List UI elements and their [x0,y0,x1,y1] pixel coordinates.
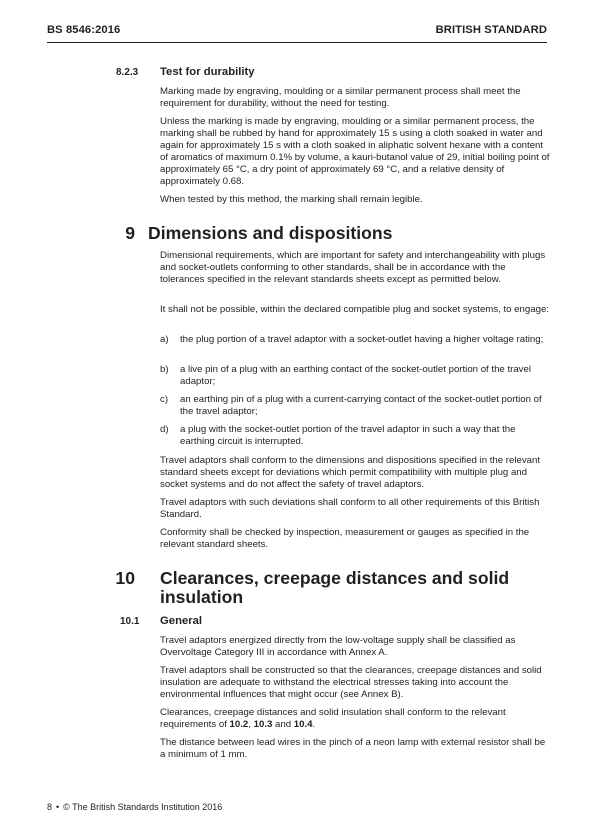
paragraph: Conformity shall be checked by inspection, measurement or gauges as specified in the relevant standard sheets. [160,527,530,551]
paragraph: Travel adaptors shall be constructed so that the clearances, creepage distances and solid insulation are adequate to withstand the electrical stresses taking into account the environmental influences that might occur (see Annex B). [160,665,542,701]
clause-reference: 10.4 [293,719,313,731]
subclause-number: 10.1 [120,616,140,627]
subclause-heading-10-1 [120,615,202,627]
list-item-label: a) [160,334,169,345]
subclause-title: General [160,615,203,627]
subclause-number: 8.2.3 [116,67,139,78]
publisher-label: BRITISH STANDARD [435,24,547,36]
paragraph: Travel adaptors energized directly from the low-voltage supply shall be classified as Overvoltage Category III in accordance with Annex A. [160,635,516,659]
clause-number: 9 [125,223,135,243]
page-footer [47,802,222,812]
list-item-text: a plug with the socket-outlet portion of the travel adaptor in such a way that the earthing circuit is interrupted. [180,424,516,448]
paragraph-with-references: Clearances, creepage distances and solid insulation shall conform to the relevant requirements of 10.2, 10.3 and 10.4. [160,707,506,731]
paragraph: Marking made by engraving, moulding or a similar permanent process shall meet the requirement for durability, without the need for testing. [160,86,521,110]
running-header [47,24,547,43]
paragraph: Travel adaptors with such deviations shall conform to all other requirements of this British Standard. [160,497,540,521]
paragraph: Dimensional requirements, which are important for safety and interchangeability with plugs and socket-outlets conforming to other standards, shall be in accordance with the tolerances specified in the relevant standards sheets except as permitted below. [160,250,546,286]
clause-title: Clearances, creepage distances and solid insulation [160,568,510,607]
paragraph: Unless the marking is made by engraving, moulding or a similar permanent process, the marking shall be rubbed by hand for approximately 15 s using a cloth soaked in water and again for approximately 15 s with a cloth soaked in aliphatic solvent hexane with a content of aromatics of maximum 0.1% by volume, a kauri-butanol value of 29, initial boiling point of approximately 65 °C, a dry point of approximately 69 °C, and a relative density of approximately 0.68. [160,116,550,188]
clause-reference: 10.2 [229,719,249,731]
clause-title: Dimensions and dispositions [148,223,393,243]
paragraph: When tested by this method, the marking shall remain legible. [160,194,423,205]
copyright-notice: © The British Standards Institution 2016 [63,802,223,812]
subclause-title: Test for durability [160,66,255,78]
list-item-label: c) [160,394,169,405]
paragraph: It shall not be possible, within the declared compatible plug and socket systems, to engage: [160,304,549,315]
list-item-text: an earthing pin of a plug with a current-carrying contact of the socket-outlet portion of the travel adaptor; [180,394,542,418]
subclause-heading-8-2-3 [116,66,255,78]
list-item-label: d) [160,424,169,435]
paragraph: Travel adaptors shall conform to the dimensions and dispositions specified in the relevant standard sheets except for deviations which permit compatibility with multiple plug and socket systems and do not affect the safety of travel adaptors. [160,455,541,491]
clause-reference: 10.3 [253,719,273,731]
page-number: 8 [47,802,53,812]
list-item-text: a live pin of a plug with an earthing contact of the socket-outlet portion of the travel adaptor; [180,364,531,388]
list-item-text: the plug portion of a travel adaptor with a socket-outlet having a higher voltage rating; [180,334,544,345]
standard-number: BS 8546:2016 [47,24,121,36]
clause-number: 10 [115,568,135,588]
paragraph: The distance between lead wires in the pinch of a neon lamp with external resistor shall be a minimum of 1 mm. [160,737,546,761]
list-item-label: b) [160,364,169,375]
bullet-separator: • [56,802,60,812]
